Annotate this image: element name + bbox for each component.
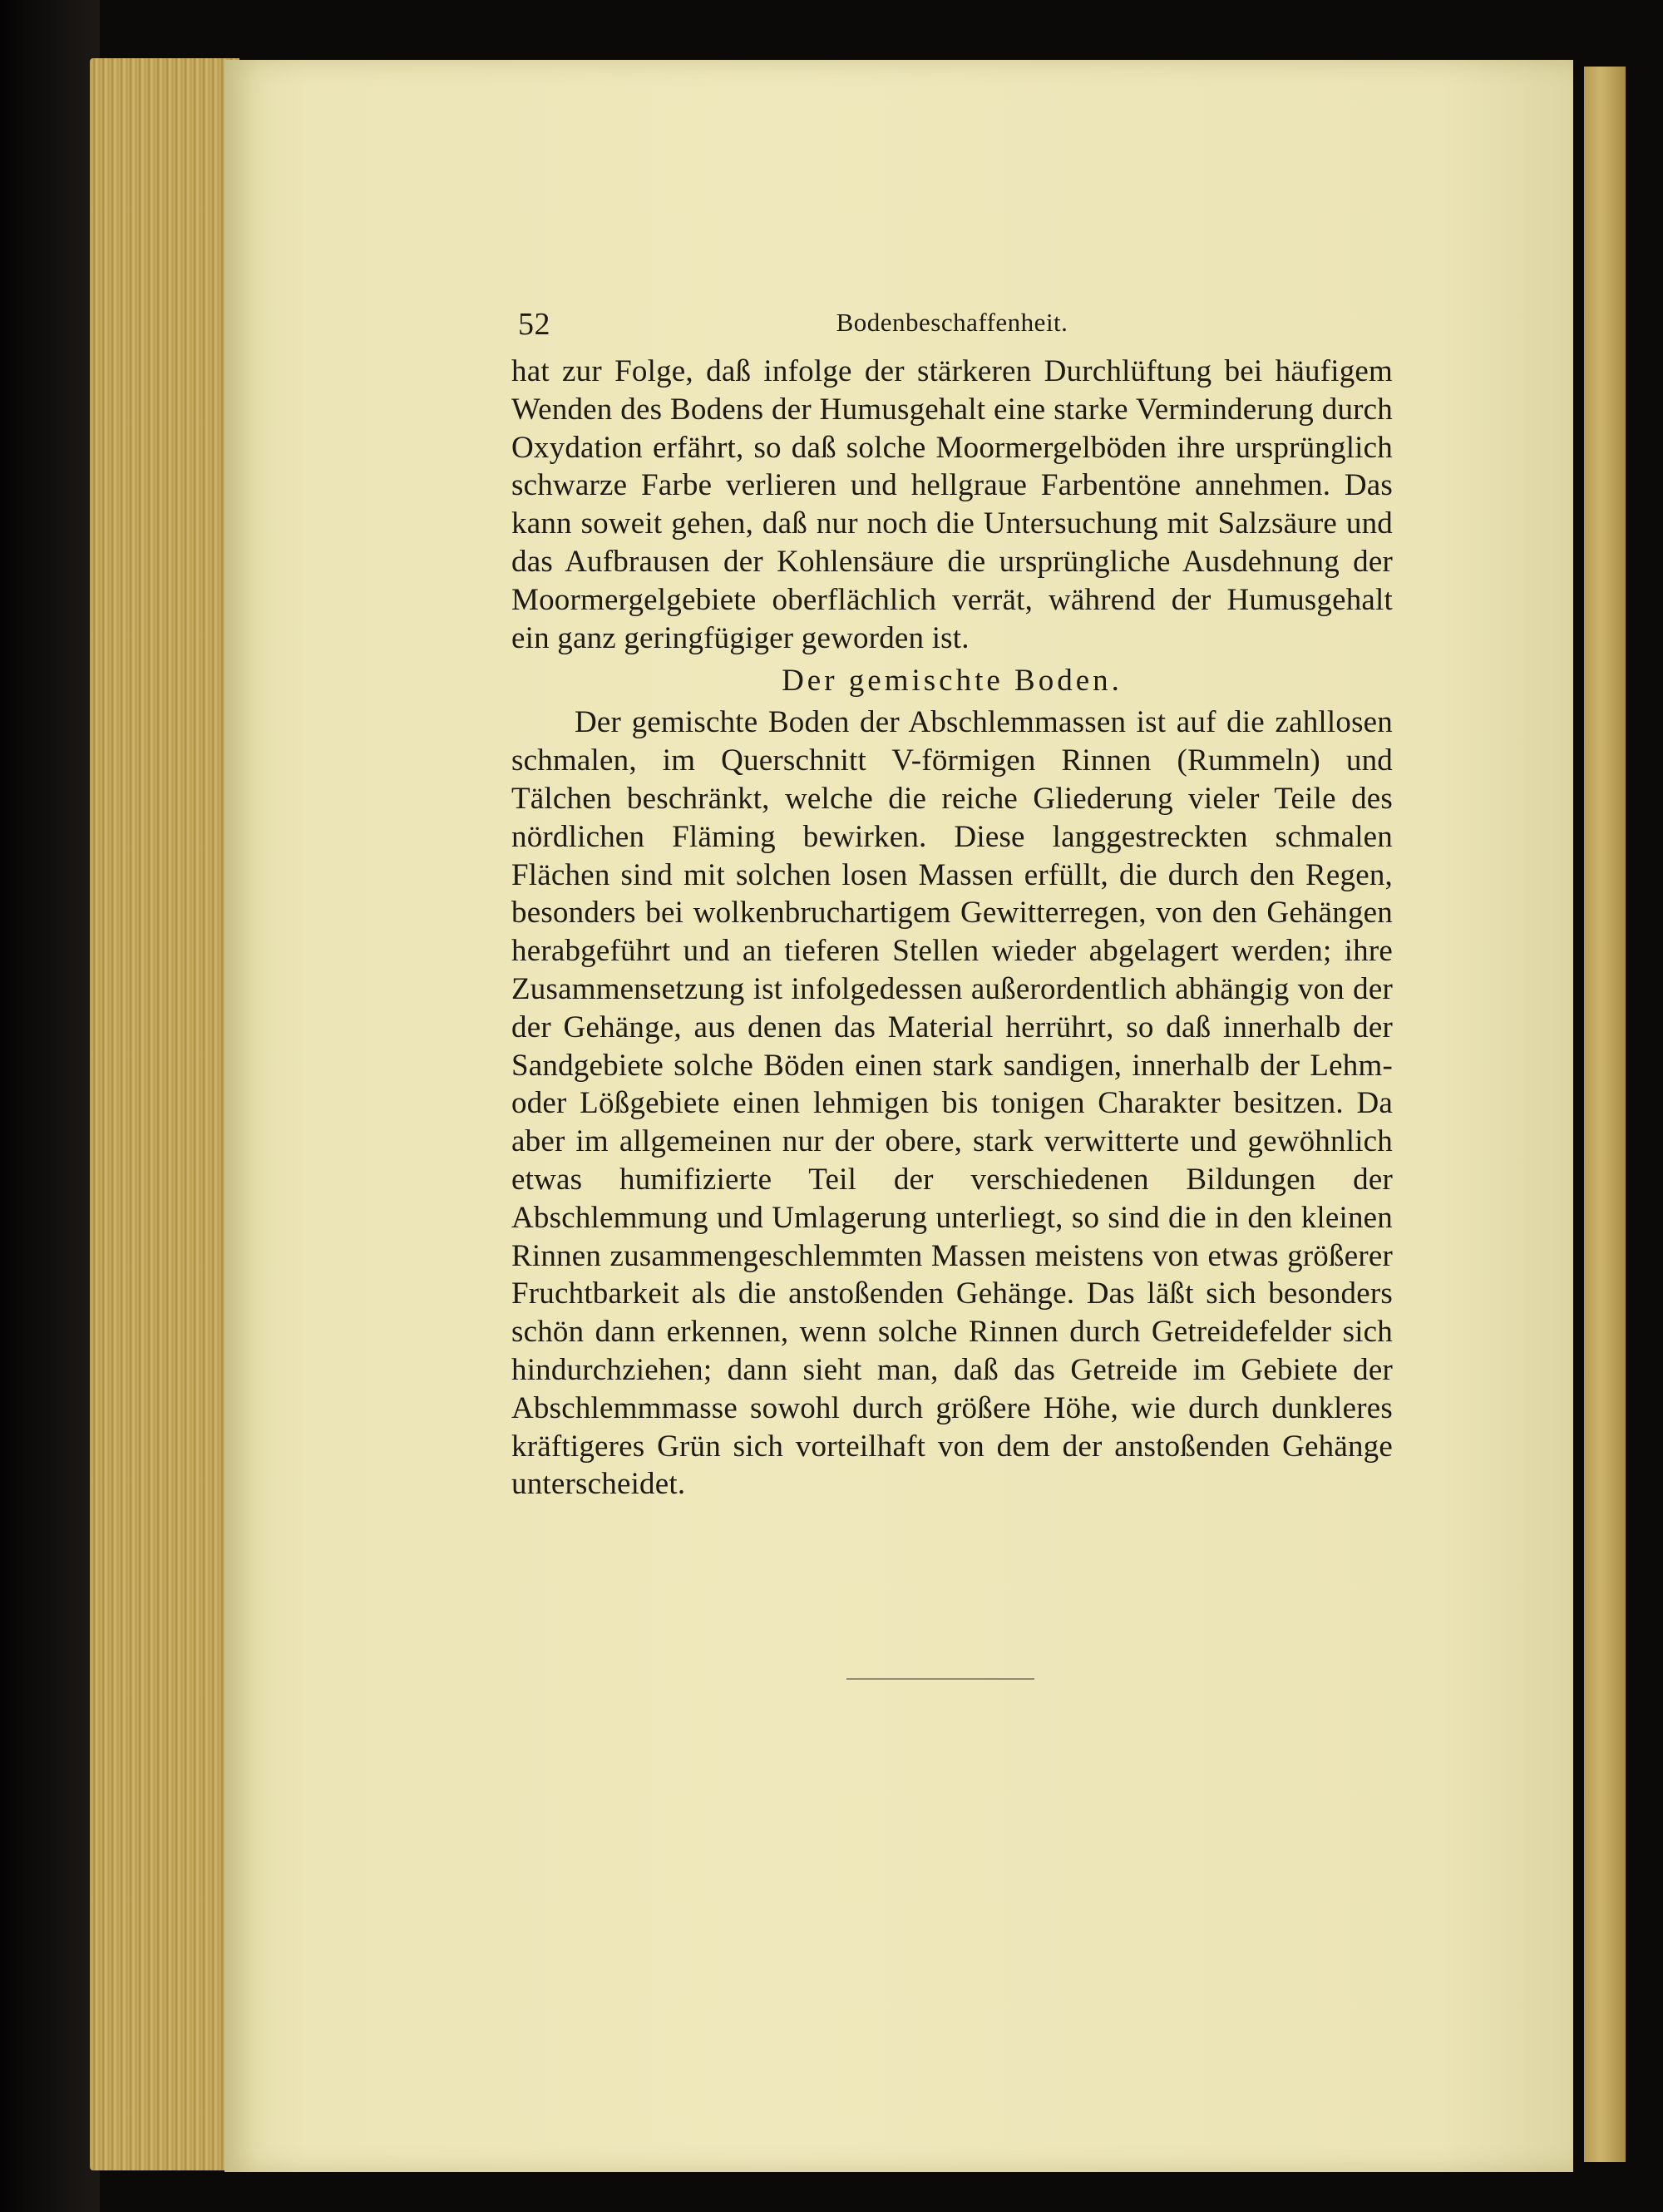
- page-number: 52: [518, 307, 550, 342]
- page-edges: [90, 58, 239, 2170]
- book-cover-left: [0, 0, 100, 2212]
- paragraph-continued: hat zur Folge, daß infolge der stärkeren Durchlüftung bei häufigem Wenden des Bodens der Humusgehalt eine starke Verminderung durch Oxydation erfährt, so daß solche Moormergelböden ihre ursprünglich schwarze Farbe verlieren und hellgraue Farbentöne annehmen. Das kann soweit gehen, daß nur noch die Untersuchung mit Salzsäure und das Aufbrausen der Kohlensäure die ursprüngliche Ausdehnung der Moormergelgebiete oberflächlich verrät, während der Humusgehalt ein ganz geringfügiger geworden ist.: [511, 354, 1393, 655]
- page-content: [511, 306, 1393, 1503]
- paragraph-mixed-soil: Der gemischte Boden der Abschlemmassen ist auf die zahllosen schmalen, im Querschnitt V-förmigen Rinnen (Rummeln) und Tälchen beschränkt, welche die reiche Gliederung vieler Teile des nördlichen Fläming bewirken. Diese langgestreckten schmalen Flächen sind mit solchen losen Massen erfüllt, die durch den Regen, besonders bei wolkenbruchartigem Gewitterregen, von den Gehängen herabgeführt und an tieferen Stellen wieder abgelagert werden; ihre Zusammensetzung ist infolgedessen außerordentlich abhängig von der der Gehänge, aus denen das Material herrührt, so daß innerhalb der Sandgebiete solche Böden einen stark sandigen, innerhalb der Lehm- oder Lößgebiete einen lehmigen bis tonigen Charakter besitzen. Da aber im allgemeinen nur der obere, stark verwitterte und gewöhnlich etwas humifizierte Teil der verschiedenen Bildungen der Abschlemmung und Umlagerung unterliegt, so sind die in den kleinen Rinnen zusammengeschlemmten Massen meistens von etwas größerer Fruchtbarkeit als die anstoßenden Gehänge. Das läßt sich besonders schön dann erkennen, wenn solche Rinnen durch Getreidefelder sich hindurchziehen; dann sieht man, daß das Getreide im Gebiete der Abschlemmmasse sowohl durch größere Höhe, wie durch dunkleres kräftigeres Grün sich vorteilhaft von dem der anstoßenden Gehänge unterscheidet.: [511, 705, 1393, 1502]
- next-page-edge: [1584, 67, 1626, 2162]
- body-text: [511, 353, 1393, 1503]
- end-rule: [846, 1678, 1034, 1680]
- section-heading: Der gemischte Boden.: [782, 664, 1123, 699]
- running-title: Bodenbeschaffenheit.: [836, 308, 1068, 337]
- running-head: [511, 306, 1393, 353]
